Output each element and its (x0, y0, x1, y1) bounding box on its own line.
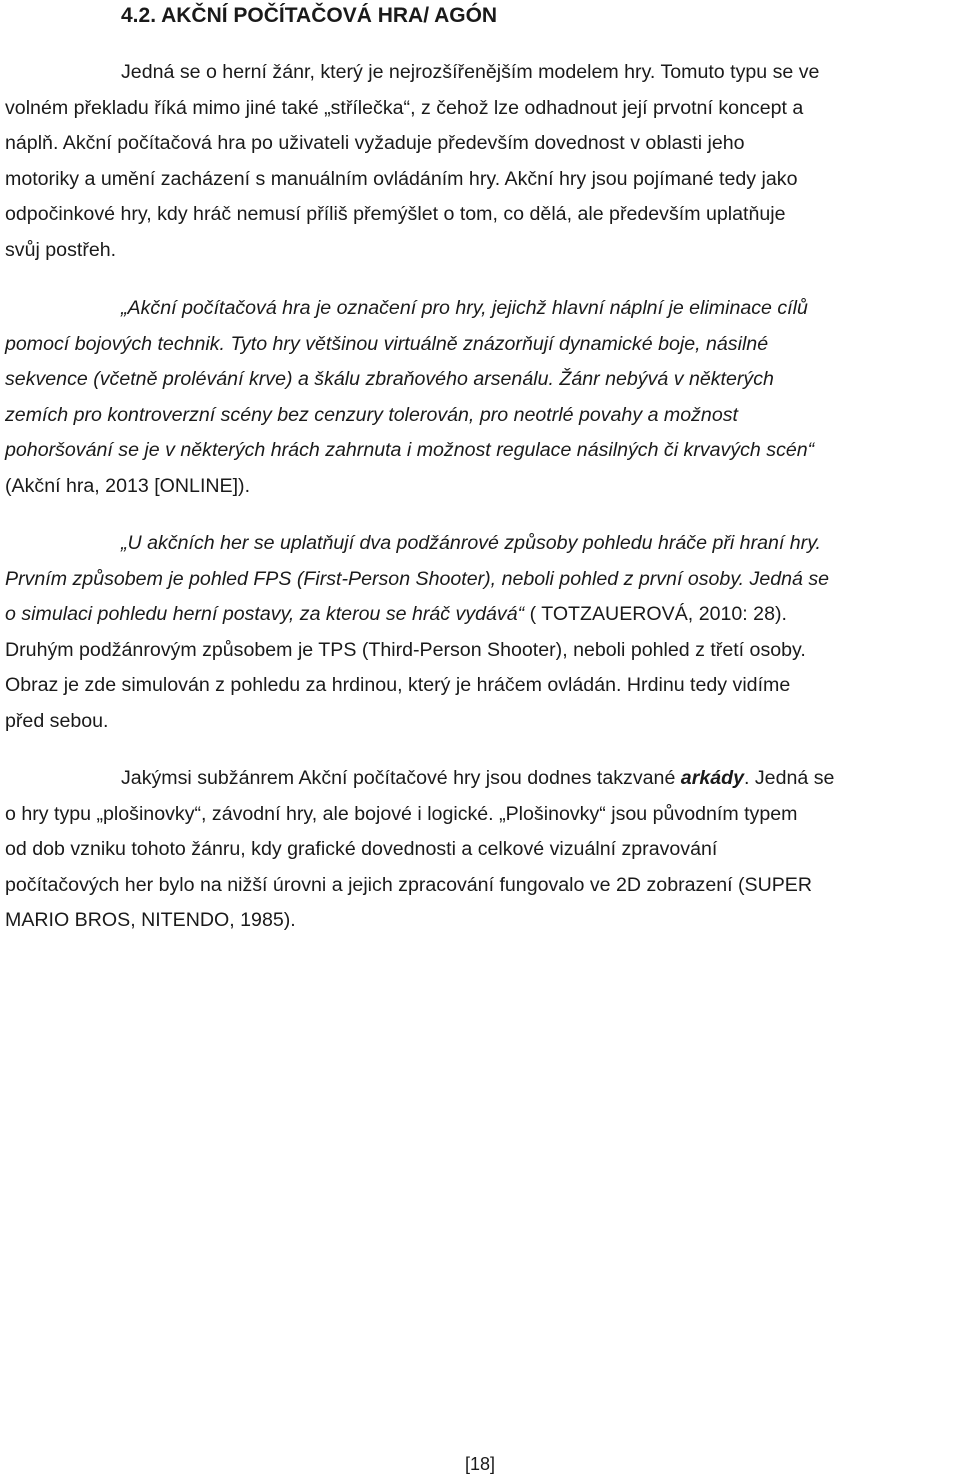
text-line: Jedná se o herní žánr, který je nejrozšířenějším modelem hry. Tomuto typu se ve (121, 61, 820, 83)
text-line: před sebou. (5, 709, 109, 732)
text-line: MARIO BROS, NITENDO, 1985). (5, 909, 296, 932)
text-line: počítačových her bylo na nižší úrovni a jejich zpracování fungovalo ve 2D zobrazení (SUPER (5, 873, 813, 896)
paragraph-arcades (5, 761, 955, 939)
section-heading: 4.2. AKČNÍ POČÍTAČOVÁ HRA/ AGÓN (121, 4, 498, 27)
text-line: Druhým podžánrovým způsobem je TPS (Third-Person Shooter), neboli pohled z třetí osoby. (5, 638, 806, 661)
text-fragment: . Jedná se (743, 767, 835, 789)
text-line: svůj postřeh. (5, 238, 117, 261)
quote-fragment: Tyto hry většinou virtuálně znázorňují dynamické boje, násilné (225, 332, 769, 355)
quote-line: zemích pro kontroverzní scény bez cenzury tolerován, pro neotrlé povahy a možnost (5, 403, 738, 426)
quote-fragment: pomocí bojových technik. (5, 332, 225, 355)
quote-fragment: o simulaci pohledu herní postavy, za kterou se hráč vydává“ (5, 603, 525, 626)
paragraph-subgenres (5, 526, 955, 740)
text-line (5, 761, 955, 797)
text-line: o hry typu „plošinovky“, závodní hry, ale bojové i logické. „Plošinovky“ jsou původním typem (5, 802, 798, 825)
quote-line: sekvence (včetně prolévání krve) a škálu zbraňového arsenálu. Žánr nebývá v některých (5, 368, 774, 391)
paragraph-intro (5, 55, 955, 269)
text-line: od dob vzniku tohoto žánru, kdy grafické dovednosti a celkové vizuální zpravování (5, 838, 718, 861)
quote-line: pohoršování se je v některých hrách zahrnuta i možnost regulace násilných či krvavých scén“ (5, 439, 815, 462)
text-line: motoriky a umění zacházení s manuálním ovládáním hry. Akční hry jsou pojímané tedy jako (5, 167, 798, 190)
text-line: odpočinkové hry, kdy hráč nemusí příliš přemýšlet o tom, co dělá, ale především uplatňuje (5, 203, 786, 226)
quote-line: „Akční počítačová hra je označení pro hry, jejichž hlavní náplní je eliminace cílů (121, 297, 808, 319)
text-line: Obraz je zde simulován z pohledu za hrdinou, který je hráčem ovládán. Hrdinu tedy vidíme (5, 674, 791, 697)
citation-fragment: ( TOTZAUEROVÁ, 2010: 28). (524, 603, 787, 626)
page-number: [18] (464, 1454, 496, 1474)
text-line (5, 327, 955, 363)
text-line: náplň. Akční počítačová hra po uživateli vyžaduje především dovednost v oblasti jeho (5, 132, 745, 155)
emphasis-term: arkády (680, 767, 744, 789)
text-fragment: Jakýmsi subžánrem Akční počítačové hry jsou dodnes takzvané (121, 767, 681, 789)
citation-line: (Akční hra, 2013 [ONLINE]). (5, 474, 251, 497)
quote-line: Prvním způsobem je pohled FPS (First-Person Shooter), neboli pohled z první osoby. Jedná se (5, 567, 830, 590)
paragraph-quote-definition (5, 291, 955, 505)
text-line (5, 597, 955, 633)
quote-line: „U akčních her se uplatňují dva podžánrové způsoby pohledu hráče při hraní hry. (121, 532, 821, 554)
text-line: volném překladu říká mimo jiné také „střílečka“, z čehož lze odhadnout její prvotní koncept a (5, 96, 804, 119)
